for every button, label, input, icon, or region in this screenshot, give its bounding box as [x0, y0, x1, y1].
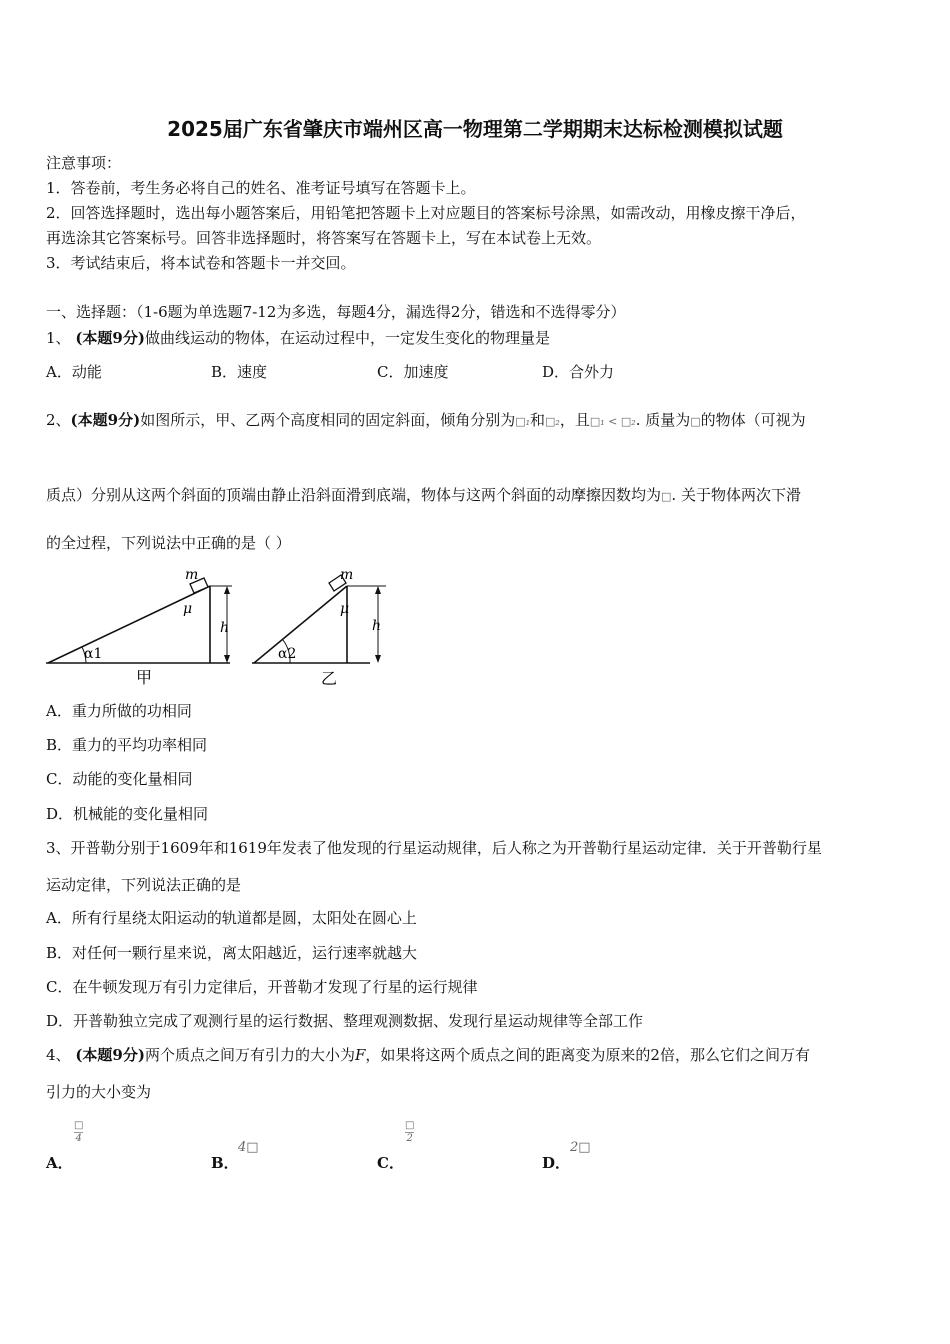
notice-item-3: 3．考试结束后，将本试卷和答题卡一并交回。: [46, 254, 356, 272]
fraction-a-denominator: 4: [75, 1133, 82, 1144]
question-4-option-d[interactable]: [542, 1152, 570, 1173]
question-4-option-a[interactable]: [46, 1152, 73, 1173]
notice-item-1: 1．答卷前，考生务必将自己的姓名、准考证号填写在答题卡上。: [46, 179, 476, 197]
question-2-line-1: [46, 409, 806, 430]
question-3-option-b[interactable]: B．对任何一颗行星来说，离太阳越近，运行速率就越大: [46, 944, 418, 962]
force-symbol: F: [354, 1046, 366, 1064]
question-1-stem: [46, 327, 550, 348]
fraction-f-over-2: [405, 1120, 414, 1145]
question-2-text-a: 如图所示，甲、乙两个高度相同的固定斜面，倾角分别为: [140, 411, 516, 429]
question-3-option-d[interactable]: D．开普勒独立完成了观测行星的运行数据、整理观测数据、发现行星运动规律等全部工作: [46, 1012, 644, 1030]
fraction-c-numerator: □: [405, 1120, 415, 1131]
question-4-option-c-label: C．: [377, 1154, 404, 1172]
question-4-number: 4、: [46, 1046, 71, 1064]
expr-2f: 2□: [570, 1140, 591, 1155]
question-3-line-2: 运动定律，下列说法正确的是: [46, 876, 242, 894]
question-2-text-d: 质点）分别从这两个斜面的顶端由静止沿斜面滑到底端，物体与这两个斜面的动摩擦因数均为: [46, 486, 662, 504]
question-1-option-d[interactable]: D．合外力: [542, 363, 615, 381]
figure-label-right: 乙: [321, 669, 338, 688]
expr-4f: 4□: [238, 1140, 259, 1155]
notice-item-2: 2．回答选择题时，选出每小题答案后，用铅笔把答题卡上对应题目的答案标号涂黑，如需改动，用橡皮擦干净后，: [46, 204, 806, 222]
question-4-text-a: 两个质点之间万有引力的大小为: [144, 1046, 355, 1064]
alpha1-label: α1: [84, 646, 103, 662]
question-4-text-b: ，如果将这两个质点之间的距离变为原来的2倍，那么它们之间万有: [365, 1046, 810, 1064]
height-label-left: h: [220, 620, 230, 636]
question-4-option-b-label: B．: [211, 1154, 239, 1172]
fraction-c-denominator: 2: [406, 1133, 413, 1144]
question-3-line-1: 3、开普勒分别于1609年和1619年发表了他发现的行星运动规律，后人称之为开普勒行星运动定律．关于开普勒行星: [46, 839, 822, 857]
question-4-option-d-label: D．: [542, 1154, 571, 1172]
question-2-option-d[interactable]: D．机械能的变化量相同: [46, 805, 209, 823]
question-2-option-a[interactable]: A．重力所做的功相同: [46, 702, 192, 720]
mass-symbol: □: [690, 415, 701, 428]
angle-inequality: □₁ < □₂: [589, 415, 636, 428]
question-4-line-1: [46, 1044, 810, 1065]
mu-symbol: □: [661, 490, 672, 503]
incline-right: [252, 567, 386, 688]
fraction-f-over-4: [74, 1120, 83, 1145]
question-4-option-b[interactable]: [211, 1152, 239, 1173]
question-1-tag: (本题9分): [75, 329, 145, 347]
question-1-option-b[interactable]: B．速度: [211, 363, 268, 381]
question-2-option-b[interactable]: B．重力的平均功率相同: [46, 736, 208, 754]
figure-label-left: 甲: [136, 668, 153, 687]
question-1-option-a[interactable]: A．动能: [46, 363, 102, 381]
notice-item-2-cont: 再选涂其它答案标号。回答非选择题时，将答案写在答题卡上，写在本试卷上无效。: [46, 229, 602, 247]
question-2-qie: ，且: [559, 411, 590, 429]
question-3-option-a[interactable]: A．所有行星绕太阳运动的轨道都是圆，太阳处在圆心上: [46, 909, 417, 927]
question-2-number: 2、: [46, 411, 71, 429]
question-4-option-c[interactable]: [377, 1152, 404, 1173]
question-1-number: 1、: [46, 329, 71, 347]
question-3-option-c[interactable]: C．在牛顿发现万有引力定律后，开普勒才发现了行星的运行规律: [46, 978, 478, 996]
question-4-tag: (本题9分): [75, 1046, 145, 1064]
question-1-text: 做曲线运动的物体，在运动过程中，一定发生变化的物理量是: [144, 329, 550, 347]
alpha1-symbol: □₁: [515, 415, 531, 428]
mass-label-right: m: [340, 567, 354, 583]
question-2-text-e: . 关于物体两次下滑: [671, 486, 801, 504]
incline-figure: [40, 560, 400, 690]
question-4-line-2: 引力的大小变为: [46, 1083, 152, 1101]
question-2-option-c[interactable]: C．动能的变化量相同: [46, 770, 193, 788]
mass-label-left: m: [185, 567, 199, 583]
mu-label-right: μ: [340, 601, 350, 617]
question-2-text-b: . 质量为: [635, 411, 691, 429]
question-2-line-3: 的全过程，下列说法中正确的是（ ）: [46, 534, 291, 552]
alpha2-symbol: □₂: [545, 415, 560, 428]
incline-left: [46, 567, 232, 687]
fraction-a-numerator: □: [74, 1120, 84, 1131]
mu-label-left: μ: [183, 601, 193, 617]
question-4-option-a-label: A．: [46, 1154, 73, 1172]
question-2-and: 和: [530, 411, 546, 429]
question-2-tag: (本题9分): [70, 411, 141, 429]
question-2-line-2: [46, 484, 801, 505]
page-title: 2025届广东省肇庆市端州区高一物理第二学期期末达标检测模拟试题: [167, 117, 783, 141]
question-1-option-c[interactable]: C．加速度: [377, 363, 449, 381]
height-label-right: h: [372, 618, 382, 634]
section-heading: 一、选择题：（1-6题为单选题7-12为多选，每题4分，漏选得2分，错选和不选得零分）: [46, 303, 626, 321]
alpha2-label: α2: [278, 646, 297, 662]
question-2-text-c: 的物体（可视为: [700, 411, 806, 429]
notice-heading: 注意事项：: [46, 154, 122, 172]
